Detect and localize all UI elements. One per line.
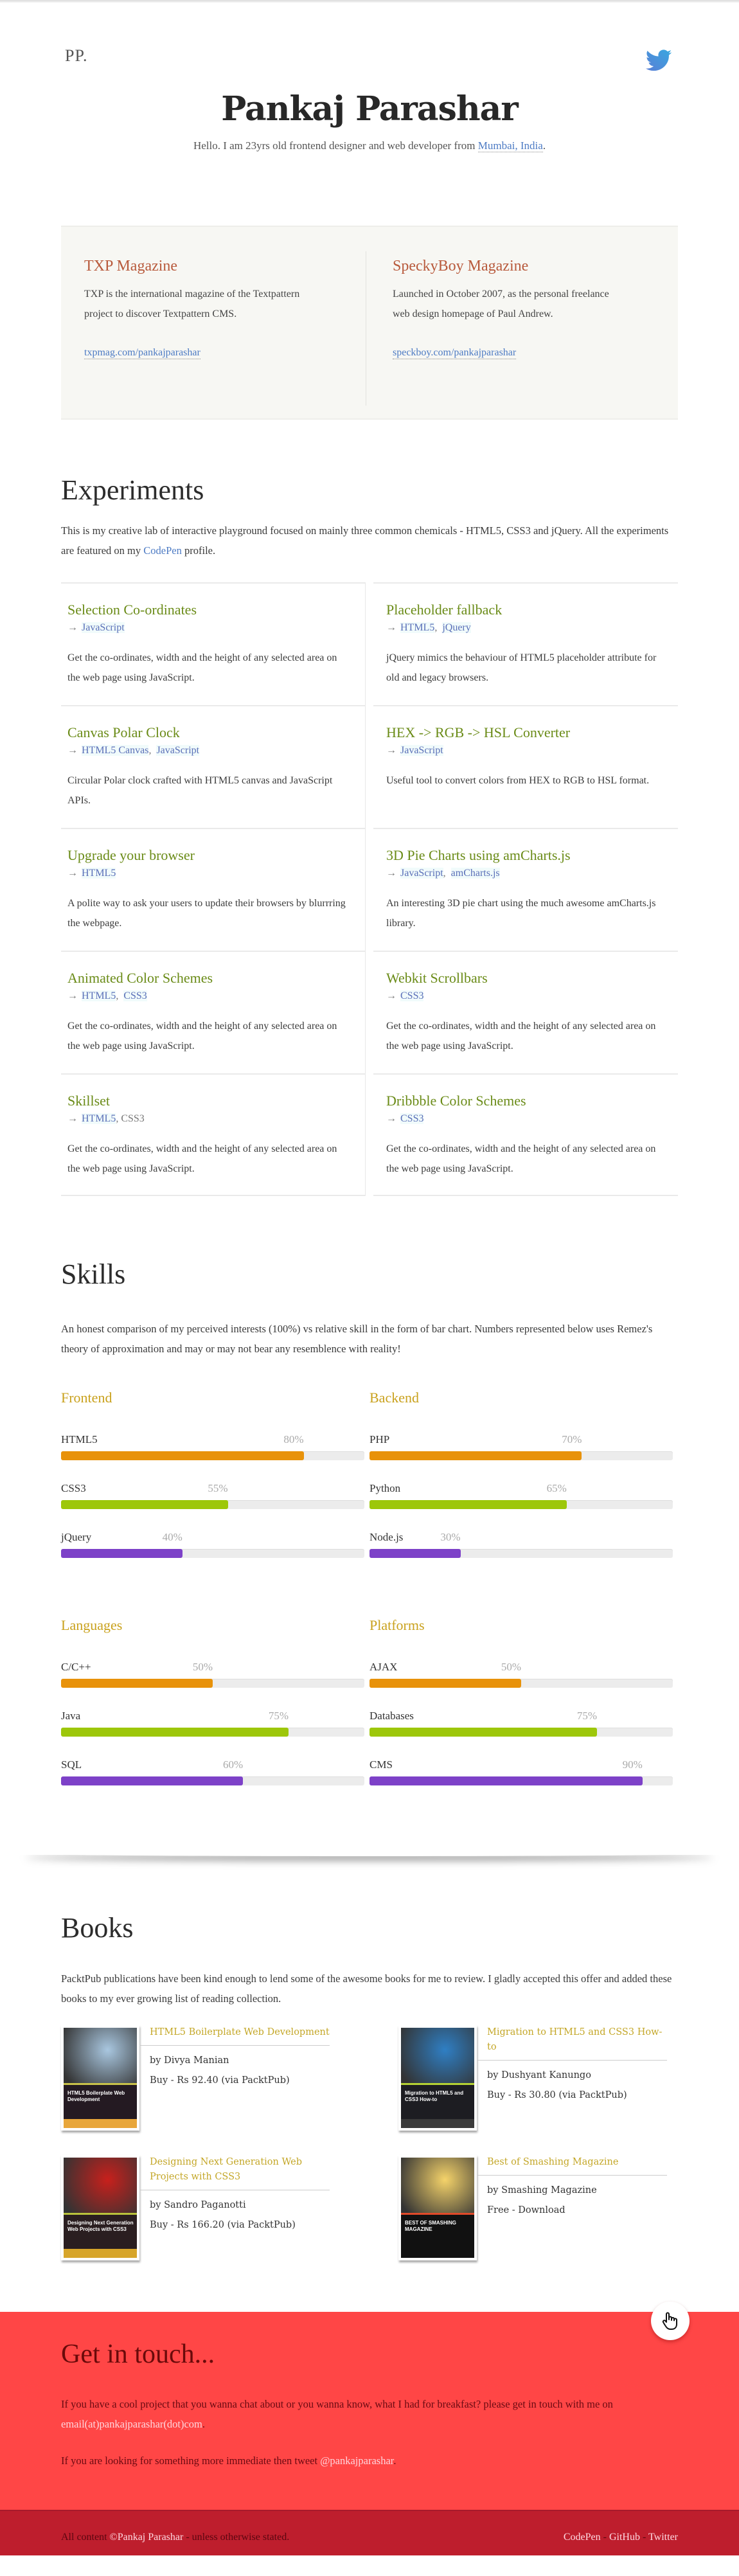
experiments-grid (61, 582, 678, 1196)
footer-links (564, 2532, 678, 2543)
books-grid (61, 2025, 678, 2260)
skill-group-title: Frontend (61, 1390, 112, 1406)
experiment-tags (386, 990, 678, 1002)
skill-group (370, 1390, 678, 1580)
experiment-title[interactable]: Animated Color Schemes (67, 970, 213, 986)
cover-band (64, 2213, 137, 2215)
twitter-handle-link[interactable]: @pankajparashar (320, 2455, 394, 2467)
book-author: by Sandro Paganotti (150, 2200, 246, 2210)
experiment-description: Get the co-ordinates, width and the height of any selected area on the web page using JavaScript. (67, 1021, 337, 1051)
book-author: by Dushyant Kanungo (487, 2070, 591, 2080)
skill-fill (370, 1549, 461, 1558)
book-cover-image[interactable] (61, 2155, 139, 2260)
skill-fill (370, 1679, 521, 1688)
book-cover (64, 2028, 137, 2128)
separator: - (600, 2532, 609, 2543)
experiment-card (373, 951, 678, 1073)
experiment-description: Get the co-ordinates, width and the height of any selected area on the web page using JavaScript. (386, 1143, 656, 1174)
skill-bar (370, 1433, 678, 1459)
skill-bar (61, 1482, 370, 1508)
arrow-right-icon: → (67, 622, 78, 633)
arrow-right-icon: → (386, 990, 396, 1001)
skill-track (61, 1500, 364, 1509)
book-cover (64, 2158, 137, 2258)
contact-text-part: If you are looking for something more immediate then tweet (61, 2455, 321, 2467)
magazine-description: Launched in October 2007, as the personal freelance web design homepage of Paul Andrew. (393, 289, 609, 319)
book-info (150, 2155, 330, 2260)
experiment-title[interactable]: Selection Co-ordinates (67, 602, 197, 618)
book-author: by Smashing Magazine (487, 2185, 597, 2196)
skill-track (61, 1451, 364, 1460)
desc-text: This is my creative lab of interactive playground focused on mainly three common chemicals - HTML5, CSS3 and jQuery. All the experiments are featured on my (61, 524, 669, 557)
section-title: Skills (61, 1258, 126, 1290)
skills-chart (61, 1390, 678, 1845)
footer-link-twitter[interactable]: Twitter (648, 2532, 678, 2543)
skill-percent: 55% (208, 1482, 228, 1494)
tag-separator: , (116, 990, 124, 1001)
tag-link[interactable]: HTML5 (82, 1113, 116, 1124)
skill-percent: 90% (622, 1758, 643, 1771)
book-card (398, 2025, 678, 2131)
copyright-text: All content (61, 2532, 110, 2543)
skill-fill (370, 1776, 643, 1785)
skill-label: CSS3 (61, 1482, 86, 1494)
tag-plain: , CSS3 (116, 1113, 145, 1124)
arrow-right-icon: → (67, 868, 78, 879)
section-description: PacktPub publications have been kind enough to lend some of the awesome books for me to review. I gladly accepted this offer and added these books to my ever growing list of reading collection. (61, 1972, 672, 2005)
experiment-description: An interesting 3D pie chart using the much awesome amCharts.js library. (386, 898, 656, 929)
magazines-panel (61, 226, 678, 420)
magazine-card (370, 227, 678, 418)
logo-link[interactable]: PP. (65, 46, 88, 65)
experiment-tags (67, 1113, 365, 1125)
experiment-title[interactable]: HEX -> RGB -> HSL Converter (386, 724, 571, 740)
experiment-card (373, 828, 678, 951)
skill-label: SQL (61, 1758, 82, 1771)
book-title[interactable]: HTML5 Boilerplate Web Development (139, 2025, 330, 2046)
skill-label: Databases (370, 1710, 414, 1722)
skill-percent: 40% (162, 1531, 183, 1543)
skill-percent: 75% (576, 1710, 597, 1722)
arrow-right-icon: → (386, 745, 396, 756)
book-buy-link[interactable]: Buy - Rs 92.40 (via PacktPub) (150, 2075, 290, 2086)
skill-percent: 50% (501, 1661, 521, 1673)
book-card (61, 2155, 398, 2260)
experiments-section (61, 420, 678, 1196)
book-card (398, 2155, 678, 2260)
skill-fill (61, 1679, 213, 1688)
experiment-title[interactable]: Skillset (67, 1093, 111, 1109)
experiment-tags (386, 1113, 678, 1125)
intro-prefix: Hello. I am 23yrs old frontend designer and web developer from (193, 139, 478, 152)
twitter-link[interactable] (645, 46, 673, 75)
tag-link[interactable]: JavaScript (400, 745, 443, 756)
skill-fill (61, 1728, 289, 1737)
skill-group-title: Backend (370, 1390, 419, 1406)
tag-link[interactable]: CSS3 (400, 1113, 424, 1124)
skill-track (61, 1728, 364, 1737)
skill-label: HTML5 (61, 1433, 98, 1445)
book-buy-link[interactable]: Buy - Rs 166.20 (via PacktPub) (150, 2220, 296, 2230)
experiment-card (61, 1073, 366, 1196)
tag-link[interactable]: JavaScript (400, 868, 443, 879)
skill-fill (370, 1451, 582, 1460)
arrow-right-icon: → (67, 1113, 78, 1124)
separator: - (639, 2532, 649, 2543)
tag-link[interactable]: CSS3 (400, 990, 424, 1001)
cover-art (401, 2028, 474, 2083)
skill-percent: 30% (440, 1531, 461, 1543)
skill-label: jQuery (61, 1531, 92, 1543)
skill-percent: 65% (546, 1482, 567, 1494)
cover-band (401, 2213, 474, 2215)
arrow-right-icon: → (386, 868, 396, 879)
book-cover-image[interactable] (398, 2155, 477, 2260)
experiment-card (61, 705, 366, 828)
cover-band (401, 2083, 474, 2085)
contact-text-part: . (202, 2418, 206, 2430)
footer-link-codepen[interactable]: CodePen (563, 2532, 601, 2543)
experiment-card (61, 582, 366, 705)
book-buy-link[interactable]: Free - Download (487, 2205, 565, 2215)
magazine-card (61, 227, 370, 418)
intro-text (61, 139, 678, 152)
section-title: Books (61, 1912, 134, 1944)
skill-fill (370, 1500, 567, 1509)
book-buy-link[interactable]: Buy - Rs 30.80 (via PacktPub) (487, 2090, 627, 2100)
skill-track (370, 1728, 673, 1737)
cover-footer (64, 2249, 137, 2258)
skill-track (370, 1679, 673, 1688)
cover-art (401, 2158, 474, 2213)
skill-track (61, 1679, 364, 1688)
experiment-title[interactable]: Canvas Polar Clock (67, 724, 180, 740)
skill-percent: 75% (268, 1710, 289, 1722)
section-description (61, 521, 678, 560)
tag-link[interactable]: HTML5 Canvas (82, 745, 149, 756)
desc-text: profile. (181, 544, 216, 557)
skill-bar (61, 1531, 370, 1557)
experiment-tags (67, 868, 365, 879)
cover-band (64, 2083, 137, 2085)
tag-separator: , (434, 622, 443, 633)
arrow-right-icon: → (386, 1113, 396, 1124)
skill-bar (370, 1531, 678, 1557)
skill-label: AJAX (370, 1661, 398, 1673)
skill-percent: 70% (562, 1433, 582, 1445)
book-author: by Divya Manian (150, 2055, 229, 2066)
experiment-tags (67, 990, 365, 1002)
skill-bar (370, 1482, 678, 1508)
experiment-description: Useful tool to convert colors from HEX to RGB to HSL format. (386, 775, 650, 786)
experiment-tags (386, 745, 678, 756)
section-description: An honest comparison of my perceived interests (100%) vs relative skill in the form of bar chart. Numbers represented below uses Remez's theory of approximation and may or may not bear any resemblence with reality! (61, 1323, 653, 1355)
skill-fill (61, 1549, 183, 1558)
tag-link[interactable]: HTML5 (82, 868, 116, 879)
skill-group-title: Languages (61, 1617, 123, 1633)
book-cover (401, 2158, 474, 2258)
location-link[interactable]: Mumbai, India (477, 139, 543, 152)
skill-track (61, 1549, 364, 1558)
experiment-card (61, 828, 366, 951)
skill-percent: 60% (223, 1758, 244, 1771)
book-card (61, 2025, 398, 2131)
skill-label: Java (61, 1710, 81, 1722)
experiment-title[interactable]: Placeholder fallback (386, 602, 503, 618)
email-link[interactable]: email(at)pankajparashar(dot)com (61, 2418, 202, 2430)
skill-label: C/C++ (61, 1661, 91, 1673)
experiment-card (373, 705, 678, 828)
skill-bar (61, 1758, 370, 1784)
books-section (61, 1877, 678, 2260)
experiment-tags (386, 622, 678, 634)
arrow-right-icon: → (386, 622, 396, 633)
skill-bar (370, 1710, 678, 1735)
cover-footer (401, 2119, 474, 2128)
skill-fill (61, 1500, 228, 1509)
book-cover-image[interactable] (61, 2025, 139, 2131)
tag-link[interactable]: CSS3 (123, 990, 147, 1001)
experiment-tags (67, 745, 365, 756)
skill-label: Node.js (370, 1531, 404, 1543)
site-footer (0, 2510, 739, 2555)
shadow-divider (26, 1851, 713, 1877)
magazine-description: TXP is the international magazine of the Textpattern project to discover Textpattern CMS. (84, 289, 300, 319)
magazine-title: SpeckyBoy Magazine (393, 258, 529, 274)
book-info (487, 2155, 667, 2260)
tag-link[interactable]: JavaScript (82, 622, 125, 633)
cover-art (64, 2028, 137, 2083)
twitter-bird-icon (645, 46, 673, 75)
cover-art (64, 2158, 137, 2213)
skill-percent: 50% (192, 1661, 213, 1673)
skill-track (370, 1549, 673, 1558)
book-cover (401, 2028, 474, 2128)
book-info (150, 2025, 330, 2131)
book-info (487, 2025, 667, 2131)
cover-footer (64, 2119, 137, 2128)
skill-label: PHP (370, 1433, 390, 1445)
tag-link[interactable]: HTML5 (82, 990, 116, 1001)
experiment-title[interactable]: Webkit Scrollbars (386, 970, 488, 986)
experiment-title[interactable]: 3D Pie Charts using amCharts.js (386, 847, 571, 863)
copyright (61, 2532, 289, 2543)
cover-title: BEST OF SMASHING MAGAZINE (405, 2219, 457, 2232)
cover-title: HTML5 Boilerplate Web Development (67, 2089, 125, 2102)
experiment-tags (386, 868, 678, 879)
experiment-tags (67, 622, 365, 634)
skill-fill (61, 1451, 304, 1460)
magazine-link[interactable]: txpmag.com/pankajparashar (84, 347, 200, 358)
cover-footer (401, 2249, 474, 2258)
arrow-right-icon: → (67, 990, 78, 1001)
contact-text (61, 2394, 665, 2434)
skill-track (370, 1451, 673, 1460)
site-header (61, 3, 678, 215)
skill-label: Python (370, 1482, 401, 1494)
book-title[interactable]: Designing Next Generation Web Projects with CSS3 (139, 2155, 330, 2190)
arrow-right-icon: → (67, 745, 78, 756)
skill-fill (61, 1776, 243, 1785)
contact-text-part: If you have a cool project that you wanna chat about or you wanna know, what I had for breakfast? please get in touch with me on (61, 2398, 613, 2410)
tag-link[interactable]: amCharts.js (450, 868, 500, 879)
skill-bar (61, 1710, 370, 1735)
copyright-text: - unless otherwise stated. (183, 2532, 290, 2543)
book-cover-image[interactable] (398, 2025, 477, 2131)
tag-link[interactable]: HTML5 (400, 622, 435, 633)
book-title[interactable]: Migration to HTML5 and CSS3 How-to (477, 2025, 667, 2061)
experiment-description: Get the co-ordinates, width and the height of any selected area on the web page using JavaScript. (67, 652, 337, 683)
experiment-description: jQuery mimics the behaviour of HTML5 placeholder attribute for old and legacy browsers. (386, 652, 657, 683)
book-title[interactable]: Best of Smashing Magazine (477, 2155, 667, 2176)
experiment-title[interactable]: Dribbble Color Schemes (386, 1093, 526, 1109)
contact-text (61, 2451, 665, 2471)
skill-track (61, 1776, 364, 1785)
skill-group (61, 1390, 370, 1580)
skill-fill (370, 1728, 597, 1737)
experiment-card (373, 582, 678, 705)
experiment-description: Get the co-ordinates, width and the height of any selected area on the web page using JavaScript. (386, 1021, 656, 1051)
skill-bar (370, 1661, 678, 1686)
magazine-link[interactable]: speckboy.com/pankajparashar (393, 347, 517, 358)
cover-title: Migration to HTML5 and CSS3 How-to (405, 2089, 464, 2102)
intro-suffix: . (542, 139, 546, 152)
contact-title: Get in touch... (61, 2339, 215, 2369)
contact-section (0, 2312, 739, 2510)
page-title: Pankaj Parashar (221, 89, 518, 129)
experiment-card (61, 951, 366, 1073)
skill-group (370, 1617, 678, 1807)
skills-section (61, 1196, 678, 1845)
skill-group-title: Platforms (370, 1617, 425, 1633)
author-link[interactable]: ©Pankaj Parashar (109, 2532, 184, 2543)
tag-separator: , (443, 868, 451, 879)
tag-separator: , (148, 745, 157, 756)
experiment-description: Get the co-ordinates, width and the height of any selected area on the web page using JavaScript. (67, 1143, 337, 1174)
tag-link[interactable]: JavaScript (156, 745, 200, 756)
skill-track (370, 1500, 673, 1509)
section-title: Experiments (61, 474, 204, 506)
contact-text-part: . (393, 2455, 396, 2467)
skill-label: CMS (370, 1758, 393, 1771)
tag-link[interactable]: jQuery (442, 622, 471, 633)
skill-percent: 80% (283, 1433, 304, 1445)
experiment-card (373, 1073, 678, 1196)
footer-link-github[interactable]: GitHub (609, 2532, 640, 2543)
skill-bar (370, 1758, 678, 1784)
magazine-title: TXP Magazine (84, 258, 178, 274)
experiment-description: A polite way to ask your users to update their browsers by blurrring the webpage. (67, 898, 346, 929)
cover-title: Designing Next Generation Web Projects with CSS3 (67, 2219, 134, 2232)
codepen-link[interactable]: CodePen (143, 544, 182, 557)
experiment-title[interactable]: Upgrade your browser (67, 847, 195, 863)
experiment-description: Circular Polar clock crafted with HTML5 canvas and JavaScript APIs. (67, 775, 333, 806)
skill-bar (61, 1433, 370, 1459)
skill-track (370, 1776, 673, 1785)
skill-bar (61, 1661, 370, 1686)
skill-group (61, 1617, 370, 1807)
